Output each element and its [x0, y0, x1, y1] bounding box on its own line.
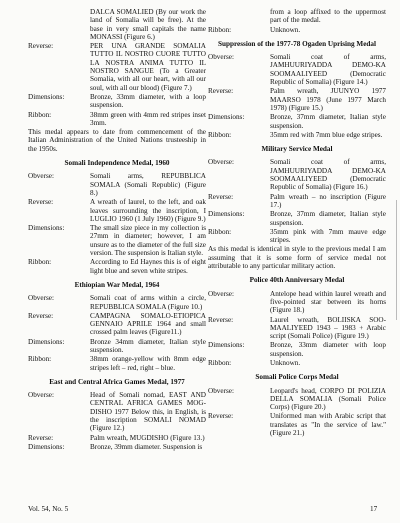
entry-definition: Laurel wreath, BOLIISKA SOO-MAALIYEED 1943 – 1983 + Arabic script (Somali Police) (Figure 19.): [270, 315, 386, 341]
entry-term: Obverse:: [28, 294, 54, 303]
section-heading: Police 40th Anniversary Medal: [249, 276, 345, 285]
entry-definition: Somali coat of arms, JAMHUURIYADDA DEMO-KA SOOMAALIYEED (Democratic Republic of Somalia) (Figure 16.): [270, 158, 386, 192]
entry-term: Reverse:: [208, 412, 234, 421]
body-paragraph: This medal appears to date from commencement of the Italian Administration of the United Nations trusteeship in the 1950s.: [28, 128, 206, 153]
top-entry-list: [208, 8, 386, 34]
section-police-anniversary-medal: [208, 276, 386, 367]
entry-definition: Unknown.: [270, 25, 301, 34]
page-edge-line: [396, 200, 397, 320]
entry-row: [208, 290, 386, 315]
entry-term: Dimensions:: [208, 210, 245, 219]
entry-term: Dimensions:: [28, 92, 65, 101]
entry-row: [208, 412, 386, 437]
entry-row: [28, 258, 206, 275]
entry-term: [28, 8, 90, 41]
entry-definition: 35mm red with 7mm blue edge stripes.: [270, 130, 383, 139]
entry-term: Obverse:: [208, 386, 234, 395]
entry-row: [208, 359, 386, 367]
entry-row: [28, 443, 206, 451]
left-column: [28, 8, 206, 452]
entry-term: Ribbon:: [28, 258, 52, 267]
entry-definition: Leopard's head, CORPO DI POLIZIA DELLA SOMALIA (Somali Police Corps) (Figure 20.): [270, 386, 386, 412]
entry-row: [28, 8, 206, 41]
entry-definition: Palm wreath, JUUNYO 1977 MAARSO 1978 (June 1977 March 1978) (Figure 15.): [270, 87, 386, 112]
section-heading: East and Central Africa Games Medal, 1977: [49, 377, 185, 386]
entry-term: Reverse:: [208, 87, 234, 96]
entry-row: [208, 158, 386, 191]
entry-term: Reverse:: [28, 311, 54, 320]
entry-term: Ribbon:: [208, 358, 232, 367]
entry-row: [208, 210, 386, 227]
section-heading: Ethiopian War Medal, 1964: [74, 280, 160, 289]
entry-term: Dimensions:: [208, 113, 245, 122]
entry-definition: Bronze, 33mm diameter, with a loop suspension.: [90, 92, 206, 110]
entry-row: [208, 387, 386, 412]
top-entry-list: [28, 8, 206, 127]
entry-term: Ribbon:: [208, 25, 232, 34]
entry-row: [28, 42, 206, 92]
entry-term: Dimensions:: [28, 224, 65, 233]
entry-definition: Somali coat of arms, JAMHUURIYADDA DEMO-KA SOOMAALIYEED (Democratic Republic of Somalia) (Figure 14.): [270, 53, 386, 87]
entry-row: [208, 228, 386, 245]
section-heading: Somali Police Corps Medal: [255, 373, 339, 382]
entry-term: Reverse:: [28, 433, 54, 442]
entry-term: Obverse:: [208, 289, 234, 298]
entry-term: Reverse:: [208, 315, 234, 324]
entry-row: [28, 224, 206, 257]
right-column: [208, 8, 386, 438]
entry-definition: Bronze, 33mm diameter with loop suspension.: [270, 341, 386, 358]
entry-definition: Uniformed man with Arabic script that translates as "In the service of law." (Figure 21.): [270, 412, 386, 438]
section-military-service-medal: [208, 145, 386, 270]
entry-term: Ribbon:: [28, 110, 52, 119]
entry-term: Reverse:: [208, 192, 234, 201]
entry-term: Reverse:: [28, 198, 54, 207]
entry-row: [208, 193, 386, 210]
section-heading: Somali Independence Medal, 1960: [64, 159, 170, 168]
section-heading: Suppression of the 1977-78 Ogaden Uprising Medal: [217, 39, 376, 48]
entry-definition: Unknown.: [270, 358, 301, 367]
entry-definition: Bronze, 37mm diameter, Italian style suspension.: [270, 210, 386, 227]
entry-row: [208, 341, 386, 358]
entry-row: [28, 198, 206, 223]
entry-term: Obverse:: [28, 172, 54, 181]
section-heading: Military Service Medal: [261, 145, 333, 154]
entry-term: Obverse:: [208, 53, 234, 62]
entry-definition: Bronze, 39mm diameter. Suspension is: [90, 442, 203, 451]
entry-definition: PER UNA GRANDE SOMALIA TUTTO IL NOSTRO CUORE TUTTO LA NOSTRA ANIMA TUTTO IL NOSTRO SANGUE (To a Greater Somalia, with all our heart, with all our soul, with all our blood) (Figure 7.): [90, 42, 206, 92]
entry-term: [208, 8, 270, 25]
entry-row: [28, 312, 206, 337]
entry-row: [28, 434, 206, 442]
entry-row: [208, 53, 386, 86]
entry-row: [208, 26, 386, 34]
entry-definition: Somali arms, REPUBBLICA SOMALA (Somali Republic) (Figure 8.): [90, 172, 206, 197]
entry-row: [208, 113, 386, 130]
entry-term: Reverse:: [28, 42, 54, 51]
entry-definition: 35mm pink with 7mm mauve edge stripes.: [270, 227, 386, 245]
entry-row: [28, 338, 206, 355]
entry-definition: CAMPAGNA SOMALO-ETIOPICA GENNAIO APRILE 1964 and small crossed palm leaves (Figure11.): [90, 311, 206, 337]
entry-row: [28, 391, 206, 432]
entry-row: [28, 111, 206, 128]
entry-row: [28, 355, 206, 372]
entry-term: Dimensions:: [28, 337, 65, 346]
footer-volume: Vol. 54, No. 5: [28, 505, 69, 513]
entry-definition: 38mm green with 4mm red stripes inset 3mm.: [90, 110, 206, 127]
entry-row: [28, 294, 206, 311]
section-ethiopian-war-medal: [28, 281, 206, 372]
entry-definition: from a loop affixed to the uppermost part of the medal.: [270, 8, 386, 25]
entry-definition: Antelope head within laurel wreath and five-pointed star between its horns (Figure 18.): [270, 289, 386, 315]
entry-row: [208, 316, 386, 341]
entry-definition: DALCA SOMALIED (By our work the land of Somalia will be free). At the base in very small capitals the name MONASSI (Figure 6.): [90, 8, 206, 41]
entry-term: Ribbon:: [208, 227, 232, 236]
entry-term: Obverse:: [28, 391, 54, 400]
entry-term: Dimensions:: [28, 442, 65, 451]
entry-row: [28, 172, 206, 197]
entry-term: Ribbon:: [28, 355, 52, 364]
entry-definition: A wreath of laurel, to the left, and oak leaves surrounding the inscription, I LUGLIO 1960 (1 July 1960) (Figure 9.): [90, 198, 206, 223]
entry-definition: Palm wreath – no inscription (Figure 17.): [270, 192, 386, 209]
entry-row: [208, 87, 386, 112]
entry-row: [208, 8, 386, 25]
section-police-corps-medal: [208, 373, 386, 437]
entry-definition: Somali coat of arms within a circle, REPUBBLICA SOMALA (Figure 10.): [90, 294, 206, 311]
entry-term: Dimensions:: [208, 341, 245, 350]
entry-term: Ribbon:: [208, 130, 232, 139]
section-games-medal: [28, 378, 206, 451]
entry-row: [208, 131, 386, 139]
entry-row: [28, 93, 206, 110]
entry-definition: 38mm orange-yellow with 8mm edge stripes left – red, right – blue.: [90, 355, 206, 372]
entry-definition: Head of Somali nomad, EAST AND CENTRAL AFRICA GAMES MOG-DISHO 1977 Below this, in English, is the inscription SOMALI NOMAD (Figure 12.): [90, 391, 206, 433]
entry-definition: The small size piece in my collection is 27mm in diameter; however, I am unsure as to the diameter of the full size version. The suspension is Italian style.: [90, 224, 206, 258]
entry-definition: Palm wreath, MUGDISHO (Figure 13.): [90, 433, 205, 442]
entry-definition: Bronze, 37mm diameter, Italian style suspension.: [270, 113, 386, 130]
entry-definition: According to Ed Haynes this is of eight light blue and seven white stripes.: [90, 258, 206, 275]
body-paragraph: As this medal is identical in style to the previous medal I am assuming that it is some form of service medal not attributable to any particular military action.: [208, 245, 386, 271]
entry-term: Obverse:: [208, 158, 234, 167]
footer-page-number: 17: [370, 505, 378, 513]
entry-definition: Bronze 34mm diameter, Italian style suspension.: [90, 337, 206, 354]
section-independence-medal: [28, 159, 206, 275]
section-ogaden-medal: [208, 40, 386, 139]
